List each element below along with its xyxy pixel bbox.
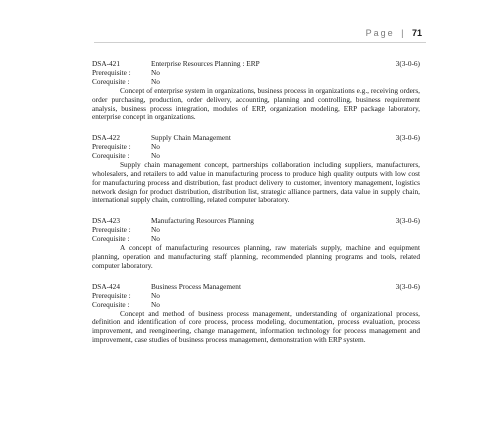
course-credit: 3(3-0-6) bbox=[395, 281, 420, 291]
page-word: Page bbox=[365, 28, 395, 38]
course-description: A concept of manufacturing resources planning, raw materials supply, machine and equipment planning, operation and manufacturing staff planning, recommended planning programs and tools, related computer laboratory. bbox=[92, 243, 420, 270]
course-title: Business Process Management bbox=[151, 281, 241, 291]
course-credit: 3(3-0-6) bbox=[395, 133, 420, 143]
course-entry bbox=[92, 60, 420, 122]
course-header bbox=[92, 60, 420, 69]
corequisite-row bbox=[92, 152, 420, 161]
course-credit: 3(3-0-6) bbox=[395, 216, 420, 226]
prerequisite-value: No bbox=[151, 225, 160, 235]
prerequisite-value: No bbox=[151, 142, 160, 152]
course-entry bbox=[92, 217, 420, 270]
course-code: DSA-424 bbox=[92, 281, 120, 291]
corequisite-row bbox=[92, 301, 420, 310]
corequisite-label: Corequisite : bbox=[92, 299, 130, 309]
course-description: Concept and method of business process management, understanding of organizational process, definition and identification of core process, process modeling, documentation, process evaluation, process improvement, and reengineering, change management, information technology for process management and improvement, case studies of business process management, demonstration with ERP system. bbox=[92, 308, 420, 344]
prerequisite-value: No bbox=[151, 68, 160, 77]
course-description: Supply chain management concept, partnerships collaboration including suppliers, manufacturers, wholesalers, and retailers to add value in manufacturing process to produce high quality outputs with low cost for manufacturing process and distribution, fast product delivery to customer, inventory management, logistics network design for product distribution, distribution list, strategic alliance partners, data value in supply chain, international supply chain, controlling, related computer laboratory. bbox=[92, 160, 420, 205]
course-code: DSA-423 bbox=[92, 216, 120, 226]
course-title: Manufacturing Resources Planning bbox=[151, 216, 254, 226]
corequisite-label: Corequisite : bbox=[92, 77, 130, 86]
corequisite-label: Corequisite : bbox=[92, 151, 130, 161]
prerequisite-row bbox=[92, 143, 420, 152]
corequisite-value: No bbox=[151, 77, 160, 86]
course-header bbox=[92, 283, 420, 292]
course-list bbox=[92, 60, 420, 357]
course-title: Supply Chain Management bbox=[151, 133, 231, 143]
prerequisite-label: Prerequisite : bbox=[92, 290, 131, 300]
prerequisite-label: Prerequisite : bbox=[92, 225, 131, 235]
course-header bbox=[92, 217, 420, 226]
course-credit: 3(3-0-6) bbox=[395, 59, 420, 68]
header-rule bbox=[94, 42, 426, 43]
prerequisite-value: No bbox=[151, 290, 160, 300]
prerequisite-row bbox=[92, 292, 420, 301]
corequisite-value: No bbox=[151, 299, 160, 309]
course-title: Enterprise Resources Planning : ERP bbox=[151, 59, 260, 68]
prerequisite-row bbox=[92, 69, 420, 78]
prerequisite-row bbox=[92, 226, 420, 235]
page-separator: | bbox=[401, 28, 406, 38]
course-code: DSA-421 bbox=[92, 59, 120, 68]
page-header bbox=[366, 28, 422, 38]
corequisite-value: No bbox=[151, 234, 160, 244]
corequisite-row bbox=[92, 235, 420, 244]
corequisite-value: No bbox=[151, 151, 160, 161]
corequisite-label: Corequisite : bbox=[92, 234, 130, 244]
course-header bbox=[92, 134, 420, 143]
course-entry bbox=[92, 283, 420, 345]
prerequisite-label: Prerequisite : bbox=[92, 68, 131, 77]
corequisite-row bbox=[92, 78, 420, 87]
course-code: DSA-422 bbox=[92, 133, 120, 143]
page-number: 71 bbox=[411, 28, 422, 38]
course-description: Concept of enterprise system in organizations, business process in organizations e.g., receiving orders, order purchasing, production, order delivery, accounting, planning and controlling, business requirement analysis, business process integration, modules of ERP, organization modeling, ERP package laboratory, enterprise concept in organizations. bbox=[92, 86, 420, 122]
prerequisite-label: Prerequisite : bbox=[92, 142, 131, 152]
course-entry bbox=[92, 134, 420, 205]
